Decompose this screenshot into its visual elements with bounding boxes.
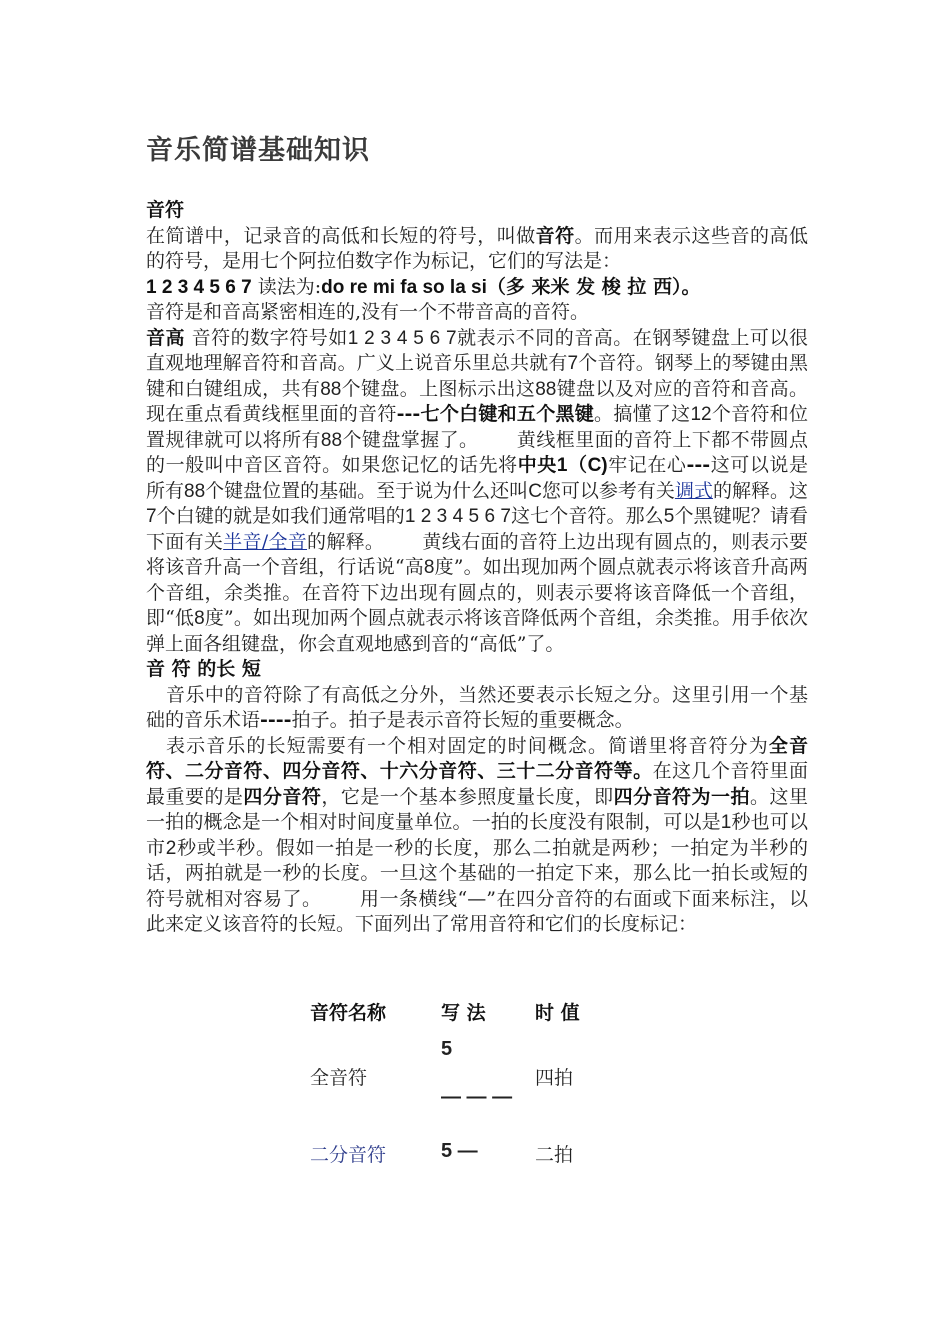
paragraph-note-definition: 在简谱中，记录音的高低和长短的符号，叫做音符。而用来表示这些音的高低的符号，是用七个阿拉伯数字作为标记，它们的写法是： <box>146 224 808 272</box>
document-body <box>146 198 808 938</box>
section-heading-pitch: 音高 <box>146 326 186 349</box>
section-heading-duration: 音 符 的长 短 <box>146 658 261 680</box>
table-row-whole-top: 5 <box>441 1038 453 1060</box>
table-header-writing: 写 法 <box>441 1002 486 1024</box>
table-row-whole-value: 四拍 <box>535 1067 574 1089</box>
link-semitone-wholetone[interactable]: 半音/全音 <box>223 530 308 553</box>
table-row-half-name: 二分音符 <box>310 1144 387 1166</box>
table-row-whole-name: 全音符 <box>310 1067 368 1089</box>
table-row-half-value: 二拍 <box>535 1144 574 1166</box>
section-heading-note: 音符 <box>146 199 185 221</box>
table-row-half-writing: 5 — <box>441 1140 478 1162</box>
paragraph-note-digits: 1 2 3 4 5 6 7 读法为:do re mi fa so la si（多 来米 发 梭 拉 西）。 <box>146 275 701 298</box>
table-header-name: 音符名称 <box>310 1002 387 1024</box>
paragraph-pitch: 音高 音符的数字符号如1 2 3 4 5 6 7就表示不同的音高。在钢琴键盘上可以很直观地理解音符和音高。广义上说音乐里总共就有7个音符。钢琴上的琴键由黑键和白键组成，共有88个键盘。上图标示出这88键盘以及对应的音符和音高。现在重点看黄线框里面的音符---七个白键和五个黑键。搞懂了这12个音符和位置规律就可以将所有88个键盘掌握了。 黄线框里面的音符上下都不带圆点的一般叫中音区音符。如果您记忆的话先将中央1（C)牢记在心---这可以说是所有88个键盘位置的基础。至于说为什么还叫C您可以参考有关调式的解释。这7个白键的就是如我们通常唱的1 2 3 4 5 6 7这七个音符。那么5个黑键呢？请看下面有关半音/全音的解释。 黄线右面的音符上边出现有圆点的，则表示要将该音升高一个音组，行话说“高8度”。如出现加两个圆点就表示将该音升高两个音组，余类推。在音符下边出现有圆点的，则表示要将该音降低一个音组，即“低8度”。如出现加两个圆点就表示将该音降低两个音组，余类推。用手依次弹上面各组键盘，你会直观地感到音的“高低”了。 <box>146 326 809 655</box>
link-mode[interactable]: 调式 <box>674 479 713 502</box>
paragraph-note-pitch: 音符是和音高紧密相连的,没有一个不带音高的音符。 <box>146 301 590 323</box>
table-header-value: 时 值 <box>535 1002 580 1024</box>
page-title: 音乐简谱基础知识 <box>146 135 370 166</box>
table-row-whole-bottom: — — — <box>441 1086 513 1108</box>
paragraph-beat: 音乐中的音符除了有高低之分外，当然还要表示长短之分。这里引用一个基础的音乐术语----拍子。拍子是表示音符长短的重要概念。 <box>146 683 808 731</box>
paragraph-note-lengths: 表示音乐的长短需要有一个相对固定的时间概念。简谱里将音符分为全音符、二分音符、四分音符、十六分音符、三十二分音符等。在这几个音符里面最重要的是四分音符，它是一个基本参照度量长度，即四分音符为一拍。这里一拍的概念是一个相对时间度量单位。一拍的长度没有限制，可以是1秒也可以市2秒或半秒。假如一拍是一秒的长度，那么二拍就是两秒；一拍定为半秒的话，两拍就是一秒的长度。一旦这个基础的一拍定下来，那么比一拍长或短的符号就相对容易了。 用一条横线“—”在四分音符的右面或下面来标注，以此来定义该音符的长短。下面列出了常用音符和它们的长度标记： <box>146 734 808 935</box>
